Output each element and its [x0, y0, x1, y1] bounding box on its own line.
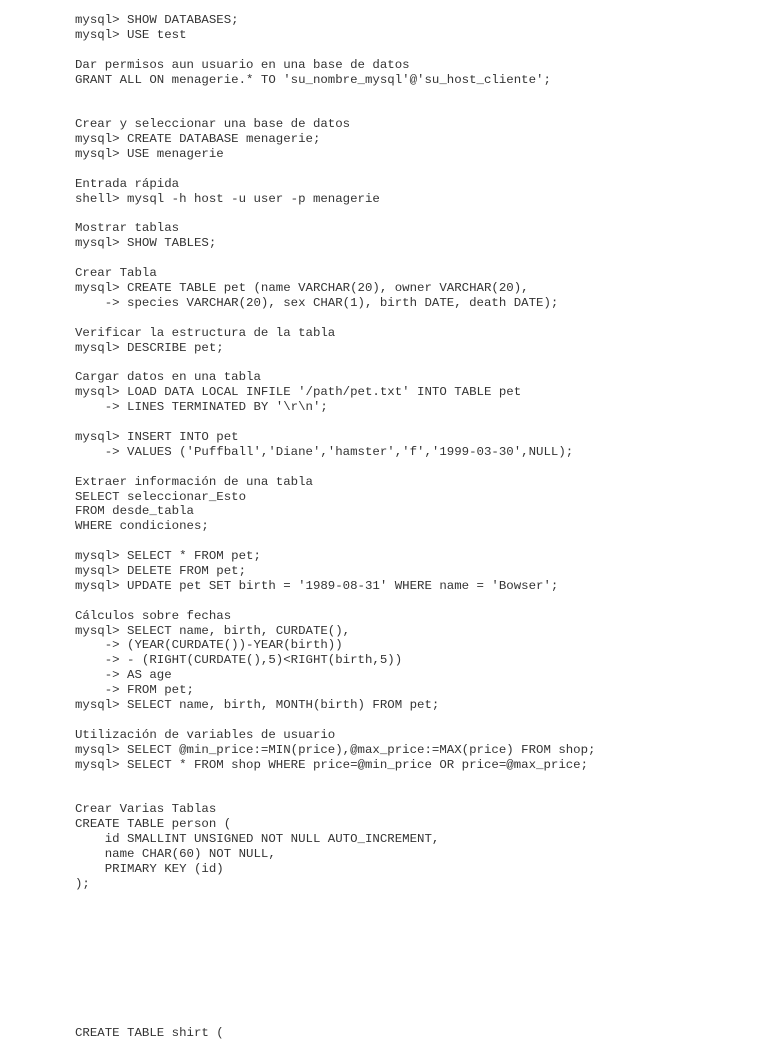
text-line: name CHAR(60) NOT NULL,	[75, 846, 276, 861]
document-page	[75, 13, 755, 1040]
blank-line	[75, 102, 755, 117]
text-line: FROM desde_tabla	[75, 504, 194, 519]
text-line: CREATE TABLE shirt (	[75, 1025, 224, 1040]
text-line: -> - (RIGHT(CURDATE(),5)<RIGHT(birth,5))	[75, 653, 403, 668]
text-line: WHERE condiciones;	[75, 519, 209, 534]
text-line: mysql> UPDATE pet SET birth = '1989-08-31' WHERE name = 'Bowser';	[75, 578, 559, 593]
text-line: mysql> DESCRIBE pet;	[75, 340, 224, 355]
text-line: Crear y seleccionar una base de datos	[75, 117, 351, 132]
text-line: mysql> SELECT name, birth, MONTH(birth) FROM pet;	[75, 697, 440, 712]
text-line: Mostrar tablas	[75, 221, 180, 236]
blank-line	[75, 951, 755, 966]
text-line: mysql> CREATE TABLE pet (name VARCHAR(20), owner VARCHAR(20),	[75, 281, 529, 296]
text-line: mysql> INSERT INTO pet	[75, 429, 239, 444]
text-line: Extraer información de una tabla	[75, 474, 313, 489]
text-line: Utilización de variables de usuario	[75, 727, 336, 742]
blank-line	[75, 892, 755, 907]
text-line: mysql> SELECT * FROM shop WHERE price=@min_price OR price=@max_price;	[75, 757, 589, 772]
text-line: -> (YEAR(CURDATE())-YEAR(birth))	[75, 638, 343, 653]
text-line: Verificar la estructura de la tabla	[75, 325, 336, 340]
blank-line	[75, 936, 755, 951]
blank-line	[75, 311, 755, 326]
text-line: PRIMARY KEY (id)	[75, 861, 224, 876]
blank-line	[75, 1011, 755, 1026]
text-line: mysql> USE test	[75, 27, 187, 42]
blank-line	[75, 415, 755, 430]
text-line: );	[75, 876, 90, 891]
blank-line	[75, 355, 755, 370]
text-line: id SMALLINT UNSIGNED NOT NULL AUTO_INCREMENT,	[75, 831, 440, 846]
text-line: Cálculos sobre fechas	[75, 608, 232, 623]
text-line: mysql> LOAD DATA LOCAL INFILE '/path/pet.txt' INTO TABLE pet	[75, 385, 522, 400]
blank-line	[75, 713, 755, 728]
text-line: -> LINES TERMINATED BY '\r\n';	[75, 400, 328, 415]
text-line: mysql> SHOW DATABASES;	[75, 13, 239, 27]
blank-line	[75, 43, 755, 58]
blank-line	[75, 906, 755, 921]
text-line: Crear Varias Tablas	[75, 802, 217, 817]
text-line: shell> mysql -h host -u user -p menagerie	[75, 191, 380, 206]
blank-line	[75, 87, 755, 102]
text-line: SELECT seleccionar_Esto	[75, 489, 247, 504]
text-line: -> FROM pet;	[75, 683, 194, 698]
blank-line	[75, 162, 755, 177]
blank-line	[75, 787, 755, 802]
text-line: -> VALUES ('Puffball','Diane','hamster','f','1999-03-30',NULL);	[75, 444, 574, 459]
text-line: mysql> SELECT name, birth, CURDATE(),	[75, 623, 351, 638]
blank-line	[75, 207, 755, 222]
text-line: -> AS age	[75, 668, 172, 683]
text-line: GRANT ALL ON menagerie.* TO 'su_nombre_mysql'@'su_host_cliente';	[75, 72, 551, 87]
text-line: mysql> SELECT @min_price:=MIN(price),@max_price:=MAX(price) FROM shop;	[75, 742, 596, 757]
text-line: Dar permisos aun usuario en una base de datos	[75, 57, 410, 72]
blank-line	[75, 921, 755, 936]
text-line: mysql> SHOW TABLES;	[75, 236, 217, 251]
blank-line	[75, 251, 755, 266]
text-line: mysql> SELECT * FROM pet;	[75, 549, 261, 564]
blank-line	[75, 966, 755, 981]
blank-line	[75, 981, 755, 996]
text-line: Crear Tabla	[75, 266, 157, 281]
text-line: -> species VARCHAR(20), sex CHAR(1), birth DATE, death DATE);	[75, 295, 559, 310]
text-line: mysql> USE menagerie	[75, 147, 224, 162]
blank-line	[75, 594, 755, 609]
text-line: CREATE TABLE person (	[75, 817, 232, 832]
text-line: mysql> DELETE FROM pet;	[75, 563, 247, 578]
text-line: Cargar datos en una tabla	[75, 370, 261, 385]
text-line: mysql> CREATE DATABASE menagerie;	[75, 132, 321, 147]
blank-line	[75, 996, 755, 1011]
blank-line	[75, 772, 755, 787]
blank-line	[75, 460, 755, 475]
text-line: Entrada rápida	[75, 176, 180, 191]
blank-line	[75, 534, 755, 549]
